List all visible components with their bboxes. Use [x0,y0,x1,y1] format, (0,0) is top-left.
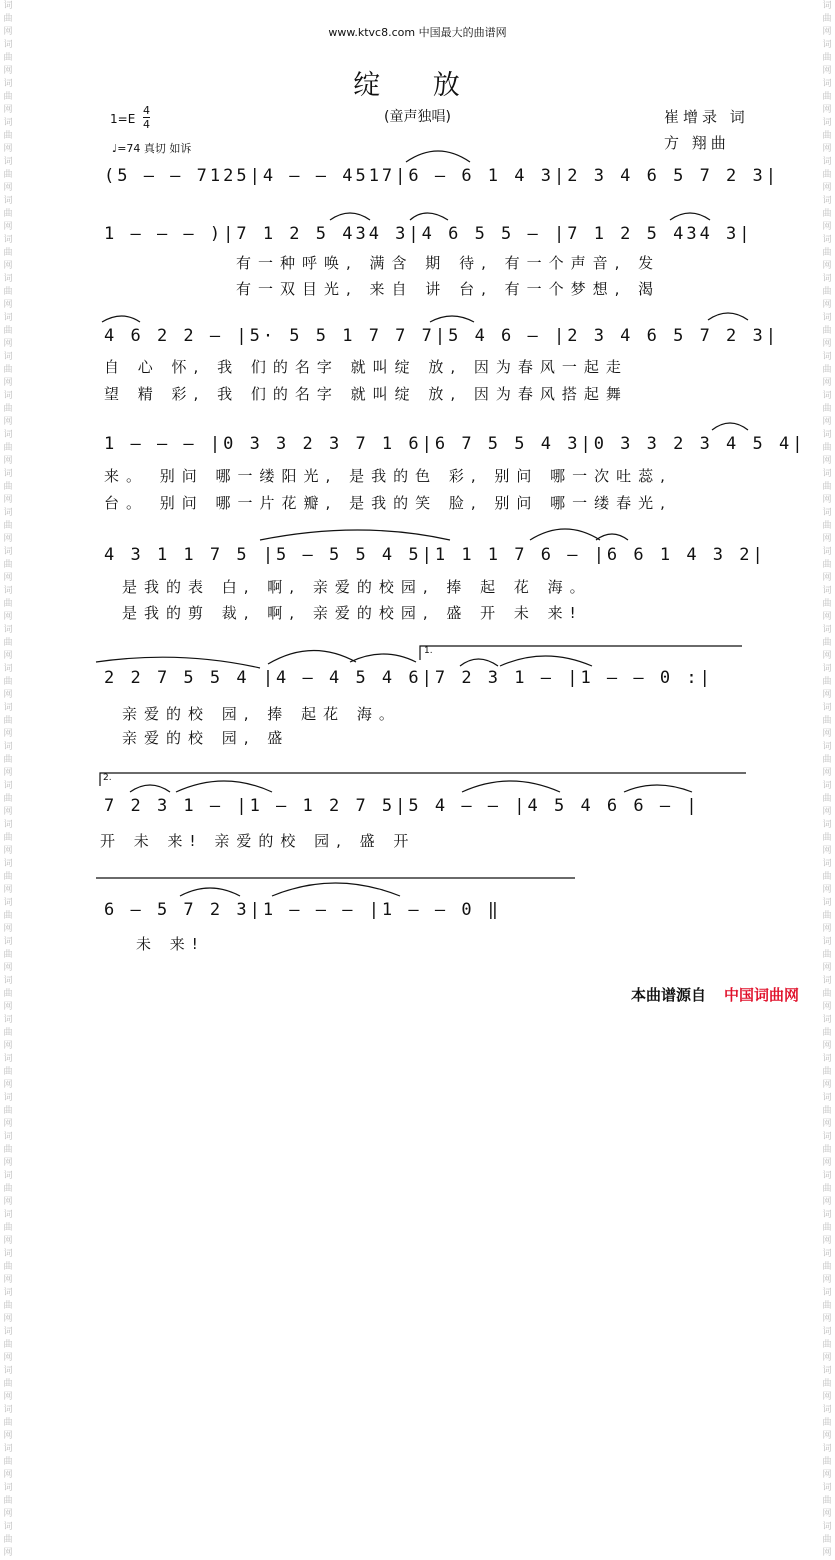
key-signature: 1=E [110,112,136,126]
lyricist-credit: 崔增录 词 [664,108,749,126]
song-title: 绽 放 [353,70,482,101]
tempo-marking: ♩=74 真切 如诉 [112,142,192,155]
slur [500,656,592,666]
score-row-2-notes: 1 – – – )|7 1 2 5 434 3|4 6 5 5 – |7 1 2 5 434 3| [104,224,753,244]
time-signature-bottom: 4 [143,118,150,131]
volta-second-label: 2. [103,773,112,783]
slur [460,659,498,666]
song-subtitle: (童声独唱) [384,109,451,125]
left-watermark-strip: 词曲网词曲网词曲网词曲网词曲网词曲网词曲网词曲网词曲网词曲网词曲网词曲网词曲网词曲网词曲网词曲网词曲网词曲网词曲网词曲网词曲网词曲网词曲网词曲网词曲网词曲网词曲网词曲网词曲网词曲网词曲网词曲网词曲网词曲网词曲网词曲网词曲网词曲网词曲网词曲网 [3,1,13,1558]
time-signature [143,104,150,131]
slur [268,650,356,664]
score-row-4-lyric-1: 来。 别问 哪一缕阳光, 是我的色 彩, 别问 哪一次吐蕊, [104,467,672,485]
score-row-3-notes: 4 6 2 2 – |5· 5 5 1 7 7 7|5 4 6 – |2 3 4 6 5 7 2 3| [104,326,779,346]
score-row-7-notes: 7 2 3 1 – |1 – 1 2 7 5|5 4 – – |4 5 4 6 6 – | [104,796,700,816]
slur [406,151,470,162]
slur [102,316,140,322]
score-row-6-lyric-2: 亲爱的校 园, 盛 [122,729,290,747]
site-header: www.ktvc8.com 中国最大的曲谱网 [328,26,507,39]
score-row-5-lyric-1: 是我的表 白, 啊, 亲爱的校园, 捧 起 花 海。 [122,578,592,596]
volta-first-label: 1. [424,646,433,656]
slur [330,213,370,220]
slur [430,316,474,322]
score-row-6-notes: 2 2 7 5 5 4 |4 – 4 5 4 6|7 2 3 1 – |1 – – 0 :| [104,668,713,688]
slur [96,657,260,668]
slur [708,313,748,320]
composer-credit: 方 翔曲 [664,134,730,152]
score-row-6-lyric-1: 亲爱的校 园, 捧 起花 海。 [122,705,401,723]
score-row-5-lyric-2: 是我的剪 裁, 啊, 亲爱的校园, 盛 开 未 来! [122,604,583,622]
slur [350,654,416,662]
slur [624,785,692,792]
footer-brand-link[interactable]: 中国词曲网 [723,986,799,1004]
slur [180,888,240,896]
volta-bracket-second [100,773,746,786]
score-row-5-notes: 4 3 1 1 7 5 |5 – 5 5 4 5|1 1 1 7 6 – |6 6 1 4 3 2| [104,545,766,565]
score-row-3-lyric-1: 自 心 怀, 我 们的名字 就叫绽 放, 因为春风一起走 [104,358,628,376]
slur [272,883,400,896]
slur [712,423,748,430]
score-row-2-lyric-2: 有一双目光, 来自 讲 台, 有一个梦想, 渴 [236,280,661,298]
time-signature-top: 4 [143,104,150,117]
score-row-8-notes: 6 – 5 7 2 3|1 – – – |1 – – 0 ‖ [104,900,502,920]
slur [462,781,560,792]
footer-source [631,984,799,1005]
score-row-7-lyric-1: 开 未 来! 亲爱的校 园, 盛 开 [100,832,416,850]
slur [410,213,448,220]
slur [670,213,710,220]
score-row-2-lyric-1: 有一种呼唤, 满含 期 待, 有一个声音, 发 [236,254,661,272]
score-row-3-lyric-2: 望 精 彩, 我 们的名字 就叫绽 放, 因为春风搭起舞 [104,385,628,403]
score-row-1-notes: (5 – – 7125|4 – – 4517|6 – 6 1 4 3|2 3 4 6 5 7 2 3| [104,166,779,186]
score-row-4-notes: 1 – – – |0 3 3 2 3 7 1 6|6 7 5 5 4 3|0 3 3 2 3 4 5 4| [104,434,806,454]
footer-source-text: 本曲谱源自 [630,986,706,1004]
right-watermark-strip: 词曲网词曲网词曲网词曲网词曲网词曲网词曲网词曲网词曲网词曲网词曲网词曲网词曲网词曲网词曲网词曲网词曲网词曲网词曲网词曲网词曲网词曲网词曲网词曲网词曲网词曲网词曲网词曲网词曲网词曲网词曲网词曲网词曲网词曲网词曲网词曲网词曲网词曲网词曲网词曲网 [822,1,832,1558]
score-row-4-lyric-2: 台。 别问 哪一片花瓣, 是我的笑 脸, 别问 哪一缕春光, [104,494,672,512]
slur [596,534,628,540]
volta-bracket-first [420,646,742,660]
slur [530,529,600,540]
slur [176,781,272,792]
score-row-8-lyric-1: 未 来! [136,935,205,953]
slur [260,530,450,540]
slur [130,785,170,792]
